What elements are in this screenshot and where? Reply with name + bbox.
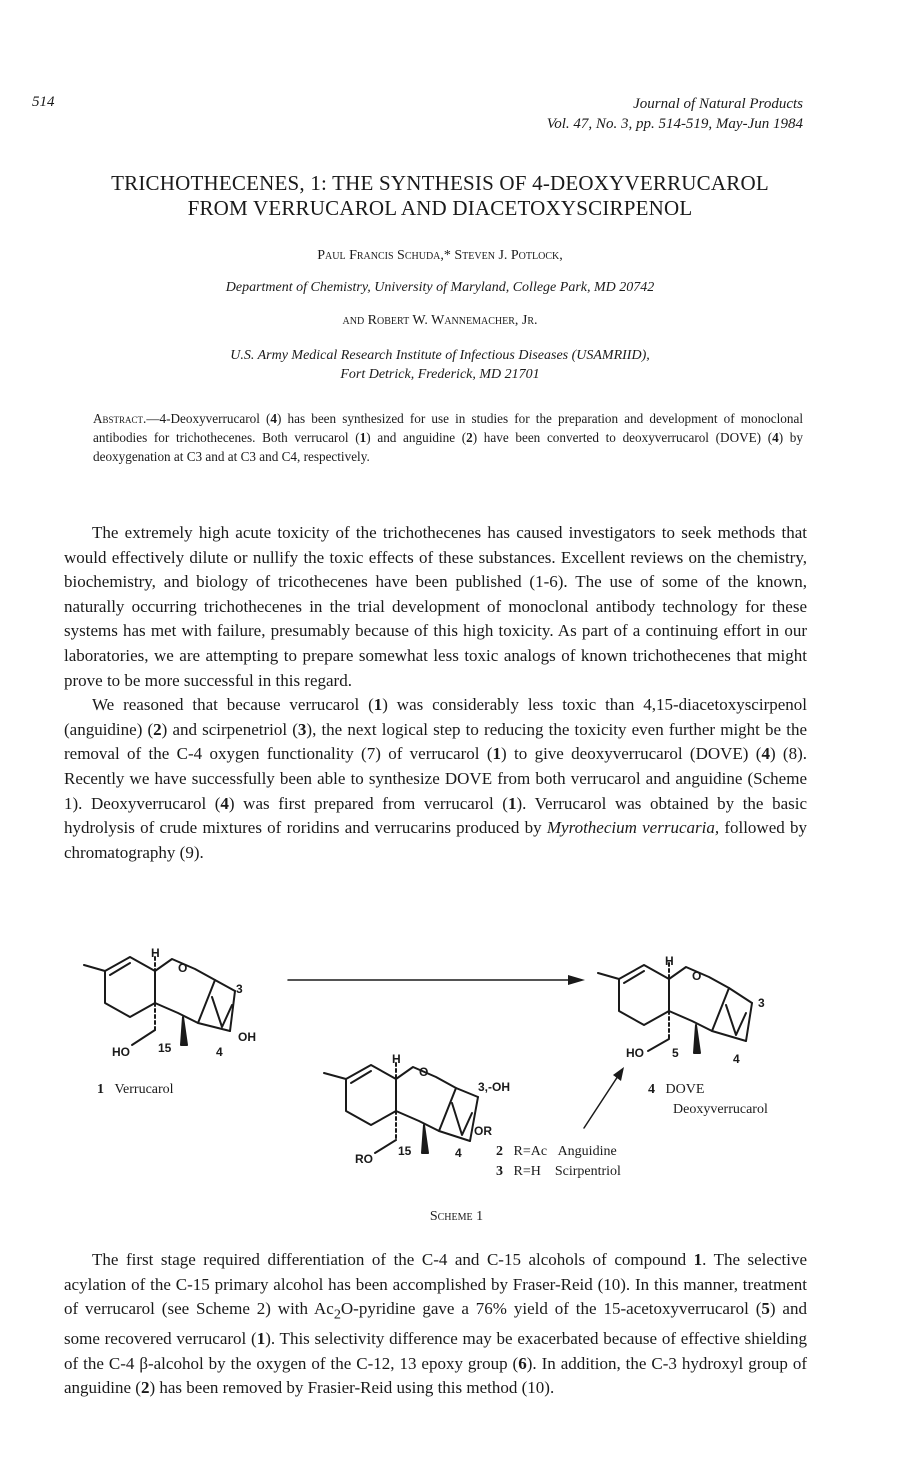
compound-ref: 1 (256, 1329, 266, 1349)
bond (132, 1030, 155, 1045)
scheme-caption: Scheme 1 (429, 1209, 484, 1224)
double-bond (110, 963, 130, 975)
paragraph-text: ) and scirpenetriol ( (161, 719, 298, 739)
bond (375, 1140, 396, 1153)
compound-ref: 3 (297, 719, 307, 739)
structure-anguidine (324, 1063, 478, 1153)
affiliation-1: Department of Chemistry, University of Maryland, College Park, MD 20742 (225, 280, 655, 295)
atom-label: OH (238, 1030, 256, 1044)
compound-ref: 6 (518, 1353, 527, 1373)
paragraph-text: ) was first prepared from verrucarol ( (228, 793, 508, 813)
compound-ref: 4 (772, 430, 779, 445)
article-title (40, 171, 840, 221)
position-label: 5 (672, 1046, 679, 1060)
affiliation-2-line-2: Fort Detrick, Frederick, MD 21701 (340, 367, 540, 382)
label-compound-1 (97, 1082, 174, 1098)
atom-label: H (665, 954, 674, 968)
bond (230, 991, 235, 1031)
compound-ref: 1 (492, 744, 502, 764)
compound-number: 4 (648, 1082, 655, 1097)
compound-ref: 2 (153, 719, 162, 739)
compound-ref: 2 (466, 430, 473, 445)
label-compound-2 (496, 1144, 617, 1160)
compound-ref: 2 (140, 1378, 150, 1398)
atom-label: 3,-OH (478, 1080, 511, 1094)
atom-label: O (692, 969, 702, 983)
paragraph-text: ). In addition, the C-3 hydroxyl group of anguidine ( (64, 1353, 808, 1398)
paragraph-text: The first stage required differentiation of the C-4 and C-15 alcohols of compound (92, 1250, 694, 1269)
abstract-text: ) have been converted to deoxyverrucarol (DOVE) ( (472, 430, 773, 445)
compound-ref: 1 (507, 793, 517, 813)
substituent: R=H (513, 1164, 541, 1179)
paragraph-text: ) was considerably less toxic than 4,15-diacetoxyscirpenol (anguidine) ( (64, 695, 808, 739)
atom-label: OR (474, 1124, 492, 1138)
epoxide (726, 1005, 746, 1035)
compound-name: Scirpentriol (554, 1164, 621, 1179)
compound-name: DOVE (665, 1082, 705, 1097)
epoxide (212, 997, 232, 1027)
compound-ref: 1 (359, 430, 367, 445)
atom-label: H (392, 1052, 401, 1066)
arrow-head (568, 975, 585, 985)
atom-label: H (151, 946, 160, 960)
atom-label: HO (112, 1045, 130, 1059)
atom-label: O (178, 961, 188, 975)
bond (712, 1031, 746, 1041)
bond (729, 988, 752, 1003)
paragraph-text: ). Verrucarol was obtained by the basic hydrolysis of crude mixtures of roridins and verrucarins produced by (64, 793, 807, 838)
compound-ref: 4 (761, 744, 770, 764)
compound-number: 2 (496, 1144, 503, 1159)
species-name: Myrothecium verrucaria, (546, 818, 720, 838)
paragraph-text: We reasoned that because verrucarol ( (92, 695, 374, 715)
affiliation-2 (40, 346, 840, 384)
position-label: 4 (455, 1146, 462, 1160)
structure-verrucarol (84, 957, 235, 1045)
double-bond (351, 1071, 371, 1083)
abstract (93, 409, 803, 466)
journal-name: Journal of Natural Products (633, 96, 803, 112)
bond (198, 1023, 230, 1031)
paragraph-text: ) has been removed by Frasier-Reid using this method (10). (149, 1378, 555, 1398)
compound-number: 3 (496, 1164, 503, 1179)
arrow-head-2 (613, 1067, 624, 1081)
paragraph-text: followed by chromatography (9). (64, 818, 807, 862)
page-number: 514 (32, 94, 55, 110)
compound-number: 1 (97, 1082, 104, 1097)
abstract-text: ) and anguidine ( (366, 430, 467, 445)
compound-name: Verrucarol (114, 1082, 174, 1097)
position-label: 15 (158, 1041, 172, 1055)
abstract-text: ) has been synthesized for use in studies for the preparation and development of monoclonal antibodies for trichothecenes. Both verrucarol ( (93, 411, 804, 445)
affiliation-2-line-1: U.S. Army Medical Research Institute of Infectious Diseases (USAMRIID), (230, 348, 650, 363)
position-label: 3 (758, 996, 765, 1010)
bond (215, 980, 235, 991)
reaction-arrow-2 (584, 1073, 620, 1128)
subscript: 2 (333, 1306, 341, 1323)
bond (648, 1039, 669, 1051)
epoxide (452, 1103, 472, 1135)
journal-issue: Vol. 47, No. 3, pp. 514-519, May-Jun 1984 (546, 116, 803, 132)
paragraph-text: . The selective acylation of the C-15 primary alcohol has been accomplished by Fraser-Reid (10). In this manner, treatment of verrucarol (see Scheme 2) with Ac (64, 1250, 807, 1319)
position-label: 3 (236, 982, 243, 996)
scheme-1-figure (0, 935, 913, 1195)
compound-ref: 5 (761, 1299, 770, 1319)
compound-ref: 1 (693, 1250, 703, 1269)
paragraph-text: ). This selectivity difference may be exacerbated because of effective shielding of the C-4 β-alcohol by the oxygen of the C-12, 13 epoxy group ( (64, 1329, 807, 1373)
bond (456, 1088, 478, 1097)
authors-line-2: and Robert W. Wannemacher, Jr. (342, 313, 538, 328)
paragraph-1: The extremely high acute toxicity of the trichothecenes has caused investigators to seek methods that would effectively dilute or nullify the toxic effects of these substances. Excellent reviews on the chemistry, biochemistry, and biology of tricothecenes have been published (1-6). The use of some of the known, naturally occurring trichothecenes in the trial development of monoclonal antibody technology for these systems has met with failure, presumably because of this high toxicity. As part of a continuing effort in our laboratories, we are attempting to prepare somewhat less toxic analogs of known trichothecenes that might prove to be more successful in this regard. (64, 523, 807, 690)
position-label: 15 (398, 1144, 412, 1158)
title-line-1: TRICHOTHECENES, 1: THE SYNTHESIS OF 4-DEOXYVERRUCAROL (111, 171, 769, 195)
abstract-text: ) by deoxygenation at C3 and at C3 and C4, respectively. (93, 430, 803, 464)
paragraph-text: ) and some recovered verrucarol ( (64, 1299, 807, 1349)
paragraph-text: ), the next logical step to reducing the toxicity even further might be the removal of the C-4 oxygen functionality (7) of verrucarol ( (64, 719, 807, 764)
wedge-methyl (181, 1017, 187, 1045)
ring-a (84, 957, 155, 1017)
ring-a (324, 1065, 396, 1125)
compound-ref: 4 (270, 411, 277, 426)
scheme-1-structures (0, 935, 913, 1195)
ring-a (598, 965, 669, 1025)
bond (746, 1003, 752, 1041)
label-compound-4-full: Deoxyverrucarol (673, 1102, 768, 1117)
compound-ref: 4 (220, 793, 229, 813)
journal-citation (547, 94, 803, 134)
paragraph-text: ) (8). Recently we have successfully been able to synthesize DOVE from both verrucarol and anguidine (Scheme 1). Deoxyverrucarol ( (64, 744, 808, 813)
paragraph-text: O-pyridine gave a 76% yield of the 15-acetoxyverrucarol ( (340, 1299, 762, 1319)
body-section-1 (64, 521, 807, 865)
position-label: 4 (733, 1052, 740, 1066)
structure-dove (598, 963, 752, 1051)
abstract-label: Abstract. (93, 411, 147, 426)
abstract-text: —4-Deoxyverrucarol ( (146, 411, 271, 426)
atom-label: O (419, 1065, 429, 1079)
atom-label: RO (355, 1152, 373, 1166)
label-compound-3 (496, 1164, 621, 1180)
compound-ref: 1 (373, 695, 383, 715)
double-bond (624, 971, 644, 983)
authors-line-1: Paul Francis Schuda,* Steven J. Potlock, (317, 248, 563, 263)
title-line-2: FROM VERRUCAROL AND DIACETOXYSCIRPENOL (187, 196, 693, 220)
compound-name: Anguidine (557, 1144, 617, 1159)
paragraph-2 (64, 693, 807, 865)
label-compound-4 (648, 1082, 704, 1098)
paragraph-3 (64, 1248, 807, 1401)
substituent: R=Ac (513, 1144, 548, 1159)
bond (439, 1131, 470, 1141)
paragraph-text: ) to give deoxyverrucarol (DOVE) ( (501, 744, 762, 764)
atom-label: HO (626, 1046, 644, 1060)
wedge-methyl (694, 1025, 700, 1053)
wedge-methyl (422, 1125, 428, 1153)
position-label: 4 (216, 1045, 223, 1059)
body-section-2 (64, 1248, 807, 1401)
